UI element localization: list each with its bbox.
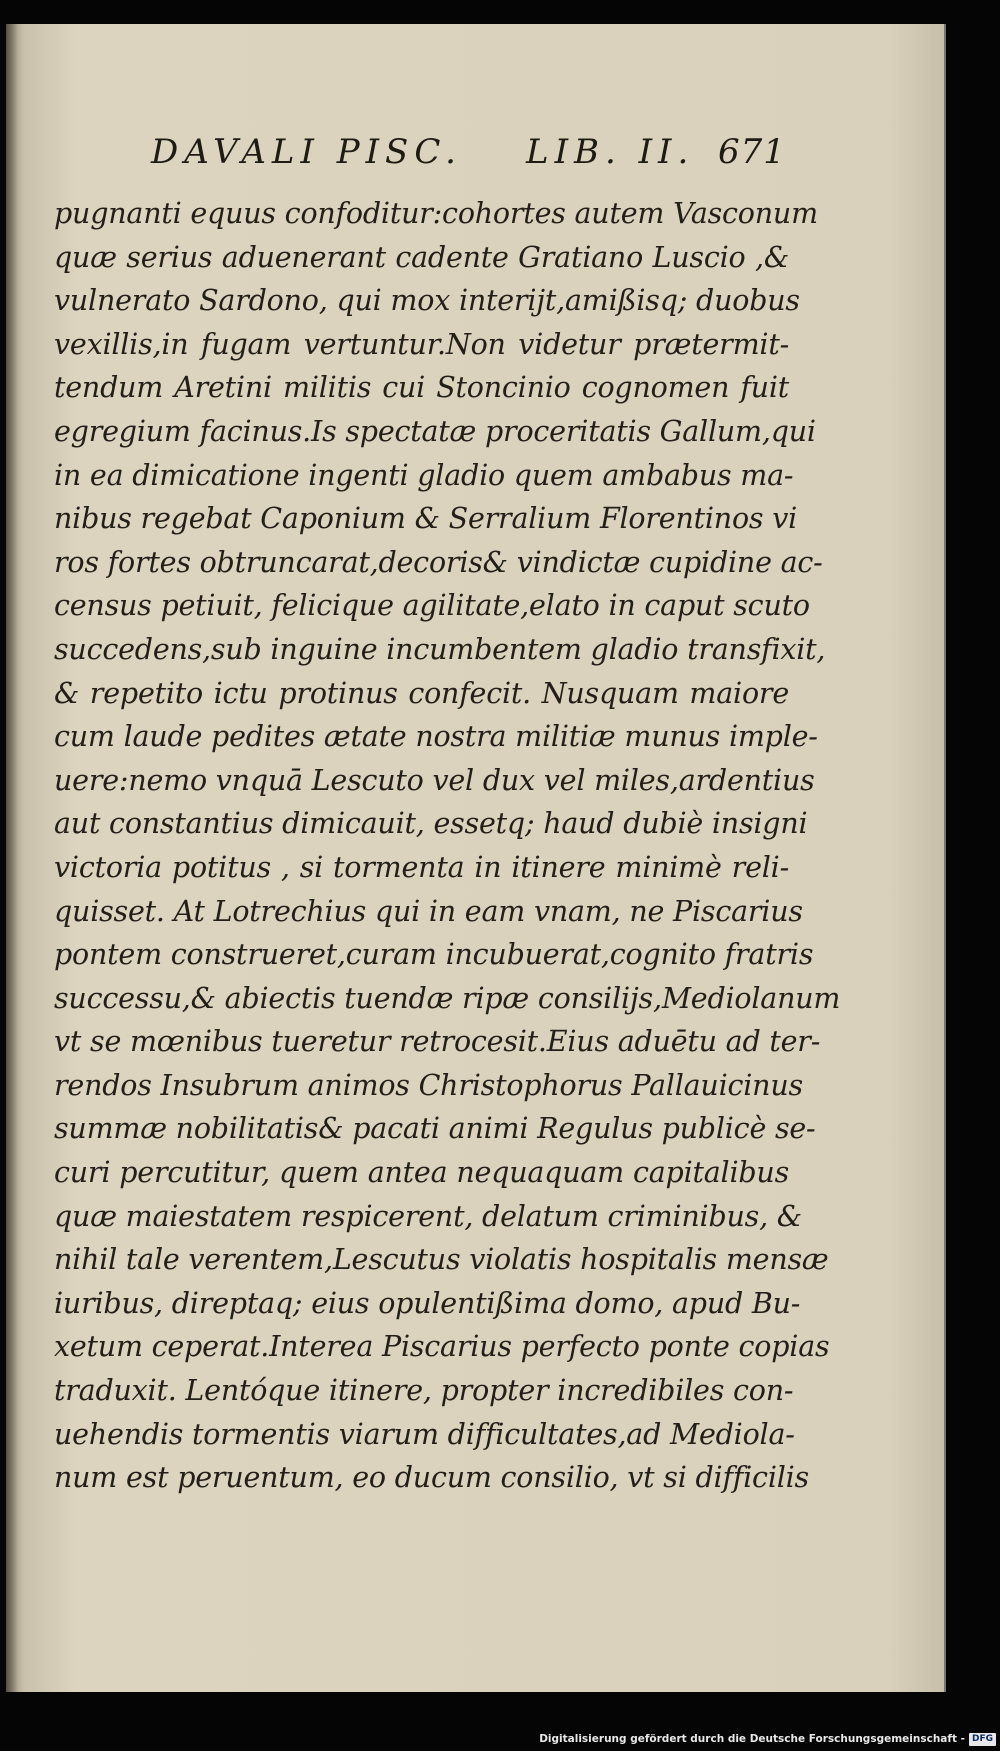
credit-text: Digitalisierung gefördert durch die Deutsche Forschungsgemeinschaft - [539,1733,965,1745]
text-line: ros fortes obtruncarat,decoris& vindictæ cupidine ac- [54,545,823,579]
text-line: quisset. At Lotrechius qui in eam vnam, ne Piscarius [54,894,803,928]
text-line: vt se mœnibus tueretur retrocesit.Eius aduētu ad ter- [54,1025,821,1059]
text-line: num est peruentum, eo ducum consilio, vt si difficilis [54,1461,809,1495]
text-line: vexillis,in fugam vertuntur.Non videtur prætermit- [54,327,789,361]
text-line: in ea dimicatione ingenti gladio quem ambabus ma- [54,458,794,492]
text-line: iuribus, direptaq; eius opulentißima domo, apud Bu- [54,1286,801,1320]
body-text [54,192,841,1500]
book-page [6,24,946,1692]
text-line: pugnanti equus confoditur:cohortes autem Vasconum [54,197,818,230]
text-line: curi percutitur, quem antea nequaquam capitalibus [54,1156,789,1190]
text-line: victoria potitus , si tormenta in itinere minimè reli- [54,850,789,884]
text-line: quæ serius aduenerant cadente Gratiano Luscio ,& [54,240,789,274]
text-line: & repetito ictu protinus confecit. Nusquam maiore [54,676,789,710]
text-line: traduxit. Lentóque itinere, propter incredibiles con- [54,1374,794,1408]
digitization-credit [539,1731,996,1747]
text-line: cum laude pedites ætate nostra militiæ munus imple- [54,720,818,754]
text-line: xetum ceperat.Interea Piscarius perfecto ponte copias [54,1330,830,1364]
text-line: egregium facinus.Is spectatæ proceritatis Gallum,qui [54,414,816,448]
running-header [151,132,931,182]
text-line: rendos Insubrum animos Christophorus Pallauicinus [54,1068,803,1102]
text-line: vulnerato Sardono, qui mox interijt,amißisq; duobus [54,284,800,318]
text-line: nihil tale verentem,Lescutus violatis hospitalis mensæ [54,1243,829,1277]
text-line: quæ maiestatem respicerent, delatum criminibus, & [54,1199,802,1233]
dfg-logo: DFG [969,1733,996,1746]
text-line: successu,& abiectis tuendæ ripæ consilijs,Mediolanum [54,981,841,1015]
text-line: uere:nemo vnquā Lescuto vel dux vel miles,ardentius [54,763,815,797]
text-line: census petiuit, felicique agilitate,elato in caput scuto [54,589,810,623]
text-line: aut constantius dimicauit, essetq; haud dubiè insigni [54,807,808,841]
text-line: succedens,sub inguine incumbentem gladio transfixit, [54,632,826,666]
page-number: 671 [718,132,786,172]
text-line: tendum Aretini militis cui Stoncinio cognomen fuit [54,371,789,405]
book-number: LIB. II. [526,132,695,172]
text-line: uehendis tormentis viarum difficultates,ad Mediola- [54,1417,795,1451]
text-line: summæ nobilitatis& pacati animi Regulus publicè se- [54,1112,816,1146]
text-line: nibus regebat Caponium & Serralium Florentinos vi [54,502,798,536]
text-line: pontem construeret,curam incubuerat,cognito fratris [54,938,814,972]
running-title: DAVALI PISC. [151,132,462,172]
